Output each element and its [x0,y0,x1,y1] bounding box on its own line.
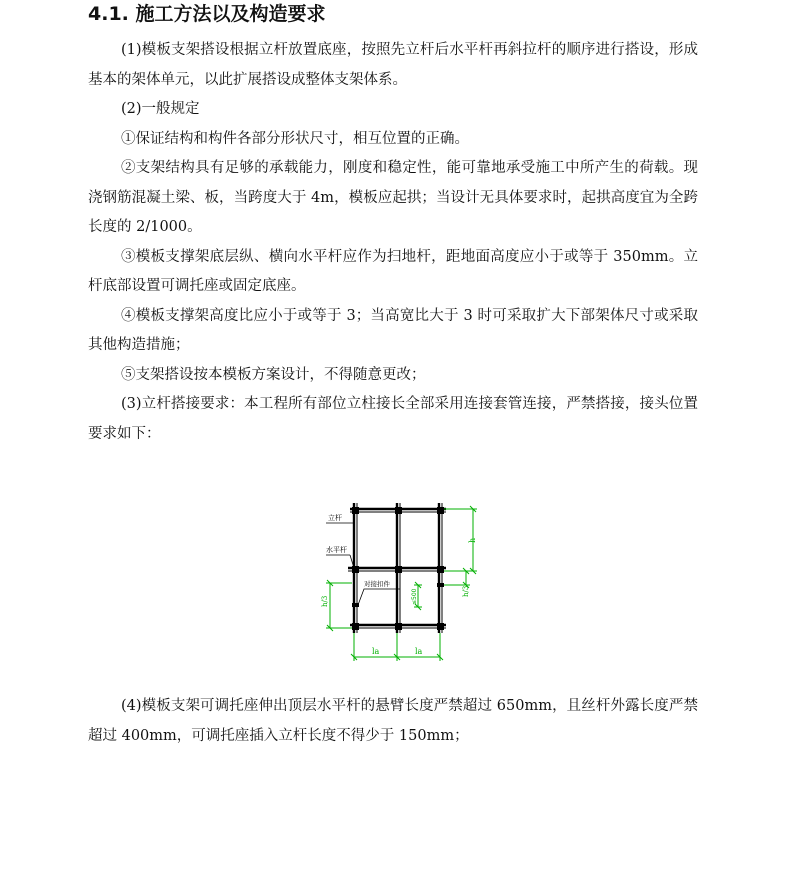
scaffold-joint-svg [318,495,478,667]
dim-label-h: h [468,537,477,543]
scaffold-joint-diagram [318,495,478,667]
paragraph-6: ④模板支撑架高度比应小于或等于 3；当高宽比大于 3 时可采取扩大下部架体尺寸或采取其他构造措施； [88,307,698,353]
label-pole: 立杆 [328,514,342,522]
dimension-lines [326,506,477,661]
paragraph-5: ③模板支撑架底层纵、横向水平杆应作为扫地杆，距地面高度应小于或等于 350mm。立杆底部设置可调托座或固定底座。 [88,248,698,294]
section-heading: 4.1. 施工方法以及构造要求 [88,3,326,25]
label-joint-coupler: 对接扣件 [364,580,390,588]
paragraph-1: (1)模板支架搭设根据立杆放置底座，按照先立杆后水平杆再斜拉杆的顺序进行搭设，形成基本的架体单元，以此扩展搭设成整体支架体系。 [88,42,698,88]
paragraph-3: ①保证结构和构件各部分形状尺寸，相互位置的正确。 [121,130,469,147]
dim-label-500: ≤500 [411,588,418,605]
body-text-bottom [88,692,698,751]
paragraph-8: (3)立杆搭接要求：本工程所有部位立柱接长全部采用连接套管连接，严禁搭接，接头位置要求如下： [88,396,698,442]
joint-coupler-left [352,603,359,607]
joint-coupler-right [437,583,444,587]
label-horizontal-bar: 水平杆 [326,546,347,554]
paragraph-2: (2)一般规定 [121,101,200,117]
dim-label-la-left: la [372,647,380,656]
dim-label-h3-left: h/3 [321,595,329,607]
paragraph-9: (4)模板支架可调托座伸出顶层水平杆的悬臂长度严禁超过 650mm，且丝杆外露长度严禁超过 400mm，可调托座插入立杆长度不得少于 150mm； [88,698,698,744]
paragraph-7: ⑤支架搭设按本模板方案设计，不得随意更改； [121,366,426,383]
body-text-top [88,36,698,449]
label-leaders [326,523,400,605]
paragraph-4: ②支架结构具有足够的承载能力，刚度和稳定性，能可靠地承受施工中所产生的荷载。现浇钢筋混凝土梁、板，当跨度大于 4m，模板应起拱；当设计无具体要求时，起拱高度宜为全跨长度的 2/1000。 [88,160,698,235]
dim-label-h3-right: h/3 [462,585,470,597]
dim-label-la-right: la [415,647,423,656]
